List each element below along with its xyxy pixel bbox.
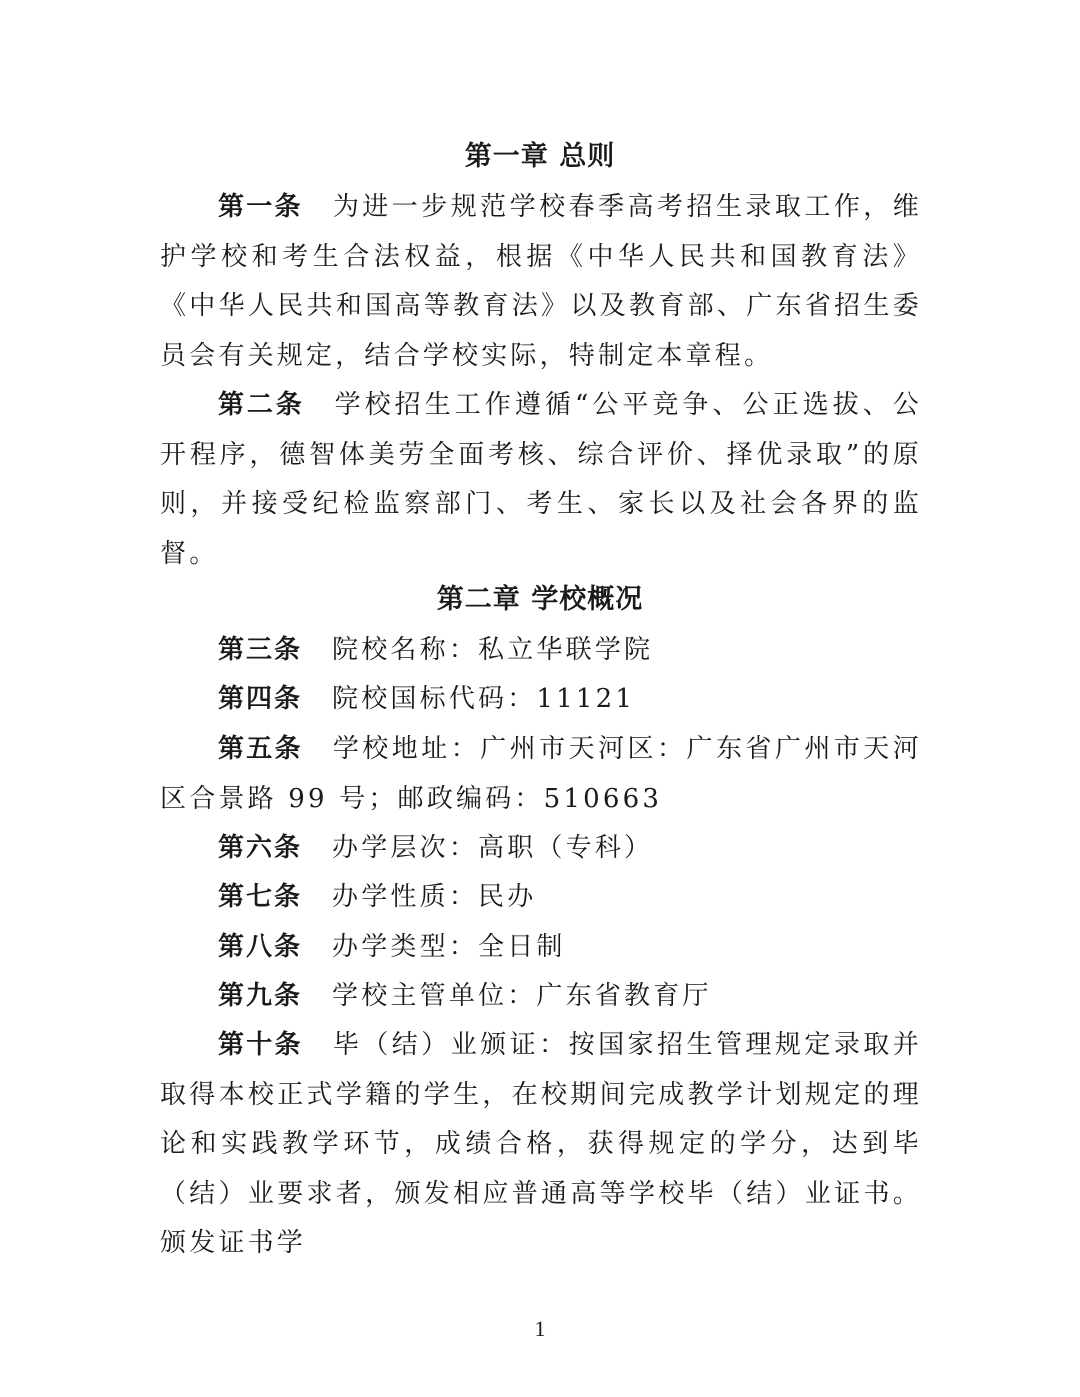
article-8-text: 办学类型：全日制 <box>332 932 566 962</box>
article-1 <box>160 183 922 381</box>
article-5-text: 学校地址：广州市天河区：广东省广州市天河区合景路 99 号；邮政编码：510663 <box>160 734 922 814</box>
chapter-2-title: 第二章 学校概况 <box>436 584 644 615</box>
article-2-label: 第二条 <box>218 390 305 420</box>
article-2 <box>160 381 922 579</box>
article-3-label: 第三条 <box>218 635 303 665</box>
article-6-label: 第六条 <box>218 833 303 863</box>
article-3-text: 院校名称：私立华联学院 <box>332 635 654 665</box>
article-5-label: 第五条 <box>218 734 303 764</box>
article-4-label: 第四条 <box>218 684 303 714</box>
article-10-text: 毕（结）业颁证：按国家招生管理规定录取并取得本校正式学籍的学生，在校期间完成教学计划规定的理论和实践教学环节，成绩合格，获得规定的学分，达到毕（结）业要求者，颁发相应普通高等学校毕（结）业证书。颁发证书学 <box>160 1030 922 1258</box>
article-1-label: 第一条 <box>218 192 303 222</box>
article-2-text: 学校招生工作遵循“公平竞争、公正选拔、公开程序，德智体美劳全面考核、综合评价、择优录取”的原则，并接受纪检监察部门、考生、家长以及社会各界的监督。 <box>160 390 922 569</box>
chapter-1-title: 第一章 总则 <box>464 141 616 172</box>
article-4 <box>160 675 922 725</box>
article-5 <box>160 725 922 824</box>
article-6 <box>160 824 922 874</box>
article-9-text: 学校主管单位：广东省教育厅 <box>332 981 712 1011</box>
article-7 <box>160 873 922 923</box>
article-7-text: 办学性质：民办 <box>332 882 537 912</box>
article-10 <box>160 1021 922 1269</box>
article-9 <box>160 972 922 1022</box>
article-9-label: 第九条 <box>218 981 303 1011</box>
article-6-text: 办学层次：高职（专科） <box>332 833 654 863</box>
article-10-label: 第十条 <box>218 1030 303 1060</box>
article-8-label: 第八条 <box>218 932 303 962</box>
page-number: 1 <box>534 1316 546 1341</box>
article-8 <box>160 923 922 973</box>
article-1-text: 为进一步规范学校春季高考招生录取工作，维护学校和考生合法权益，根据《中华人民共和国教育法》《中华人民共和国高等教育法》以及教育部、广东省招生委员会有关规定，结合学校实际，特制定本章程。 <box>160 192 922 371</box>
article-7-label: 第七条 <box>218 882 303 912</box>
article-4-text: 院校国标代码：11121 <box>332 684 636 714</box>
article-3 <box>160 626 922 676</box>
